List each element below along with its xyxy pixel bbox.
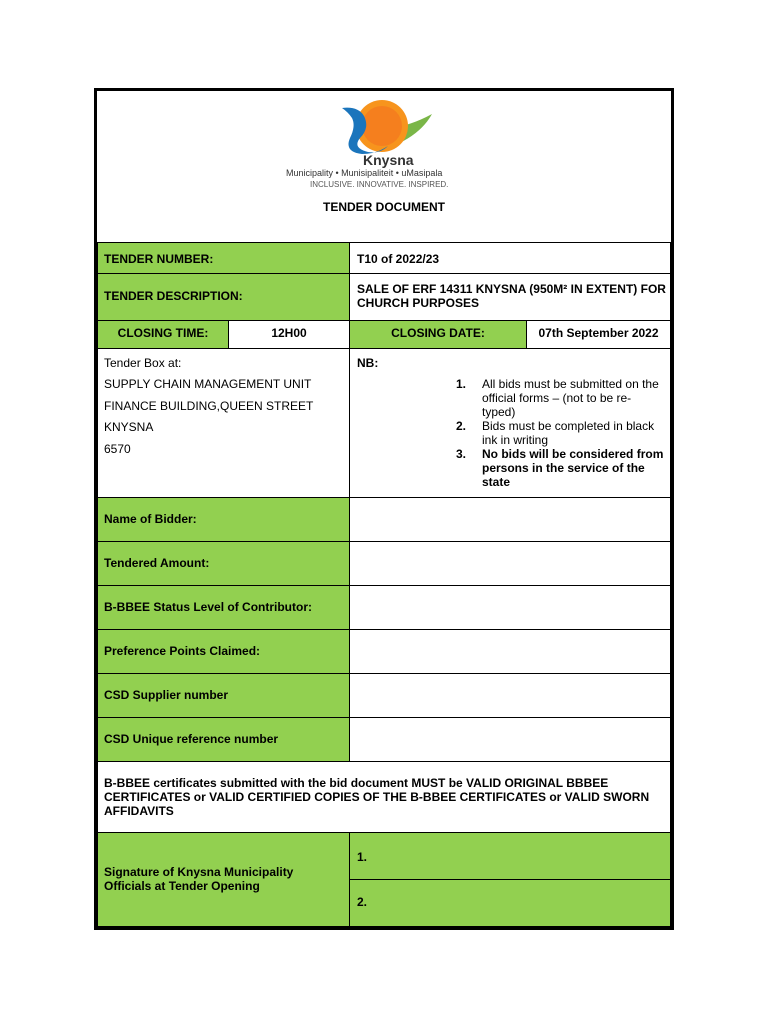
nb-list [456,377,664,489]
tendered-amount-label: Tendered Amount: [104,556,210,570]
nb-item-number: 2. [456,419,467,433]
nb-item [456,377,664,419]
address-postal-code: 6570 [104,442,131,456]
bidder-name-label: Name of Bidder: [104,512,197,526]
tender-box-label: Tender Box at: [104,356,182,370]
csd-supplier-input[interactable] [349,673,671,718]
tendered-amount-input[interactable] [349,541,671,586]
tender-number-label: TENDER NUMBER: [104,252,214,266]
nb-item-number: 3. [456,447,467,461]
closing-date-value: 07th September 2022 [538,326,659,340]
bidder-name-input[interactable] [349,497,671,542]
nb-item [456,419,664,447]
closing-time-label: CLOSING TIME: [117,326,209,340]
tender-description-label: TENDER DESCRIPTION: [104,289,243,303]
nb-item-text: Bids must be completed in black ink in writing [482,419,655,447]
closing-date-label: CLOSING DATE: [391,326,485,340]
logo-title: Knysna [363,152,414,168]
csd-supplier-label: CSD Supplier number [104,688,229,702]
preference-points-label: Preference Points Claimed: [104,644,261,658]
tender-description-value: SALE OF ERF 14311 KNYSNA (950M² IN EXTENT) FOR CHURCH PURPOSES [357,282,666,310]
nb-label: NB: [357,356,379,370]
bbbee-level-label: B-BBEE Status Level of Contributor: [104,600,313,614]
signature-slot-1-number: 1. [357,850,368,864]
signature-slot-2[interactable] [349,879,671,927]
bbbee-level-input[interactable] [349,585,671,630]
csd-reference-input[interactable] [349,717,671,762]
address-building: FINANCE BUILDING,QUEEN STREET [104,399,314,413]
logo-subtitle: Municipality • Munisipaliteit • uMasipala [286,168,443,178]
nb-item-number: 1. [456,377,467,391]
tender-number-value: T10 of 2022/23 [357,252,440,266]
logo-tagline: INCLUSIVE. INNOVATIVE. INSPIRED. [310,180,449,189]
nb-item-text: All bids must be submitted on the official forms – (not to be re-typed) [482,377,659,419]
closing-time-value: 12H00 [271,326,307,340]
address-unit: SUPPLY CHAIN MANAGEMENT UNIT [104,377,312,391]
bbbee-notice: B-BBEE certificates submitted with the bid document MUST be VALID ORIGINAL BBBEE CERTIFICATES or VALID CERTIFIED COPIES OF THE B-BBEE CERTIFICATES or VALID SWORN AFFIDAVITS [104,776,650,818]
preference-points-input[interactable] [349,629,671,674]
address-town: KNYSNA [104,420,154,434]
signature-slot-2-number: 2. [357,895,368,909]
signature-label: Signature of Knysna Municipality Officials at Tender Opening [104,865,294,893]
signature-slot-1[interactable] [349,832,671,880]
nb-item [456,447,664,489]
nb-item-text: No bids will be considered from persons in the service of the state [482,447,664,489]
document-title: TENDER DOCUMENT [323,200,445,214]
csd-reference-label: CSD Unique reference number [104,732,279,746]
